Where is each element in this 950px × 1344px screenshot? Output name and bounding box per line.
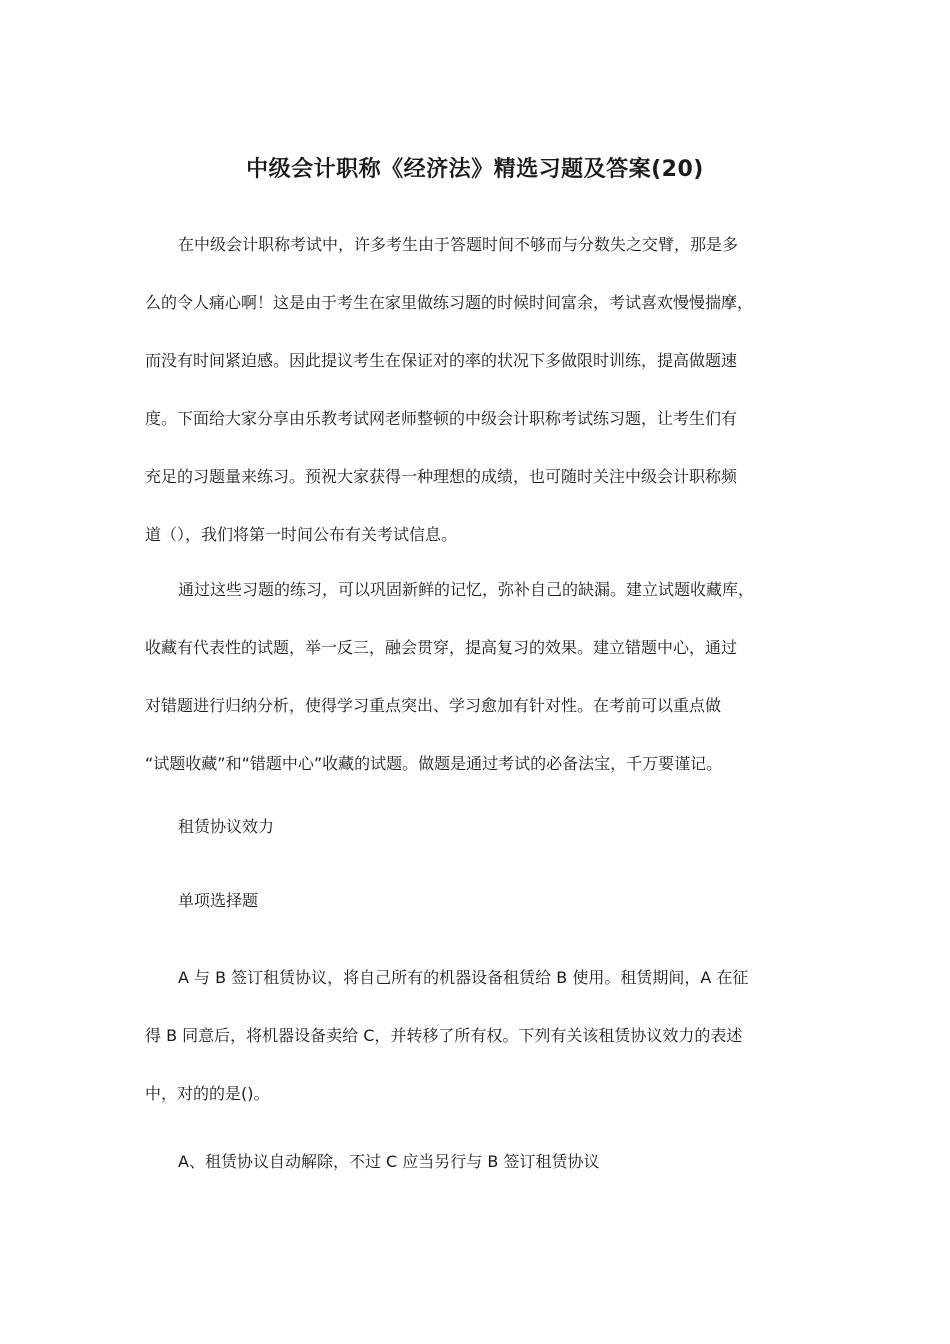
study-line: “试题收藏”和“错题中心”收藏的试题。做题是通过考试的必备法宝，千万要谨记。 [145, 754, 723, 773]
study-paragraph [145, 561, 825, 793]
intro-line: 道（），我们将第一时间公布有关考试信息。 [145, 525, 458, 544]
question-line: A 与 B 签订租赁协议，将自己所有的机器设备租赁给 B 使用。租赁期间，A 在征 [178, 968, 749, 987]
topic-heading [145, 798, 825, 856]
intro-line: 么的令人痛心啊！这是由于考生在家里做练习题的时候时间富余，考试喜欢慢慢揣摩， [145, 293, 754, 312]
question-type-heading [145, 872, 825, 930]
question-line: 中，对的的是()。 [145, 1084, 270, 1103]
intro-line: 而没有时间紧迫感。因此提议考生在保证对的率的状况下多做限时训练，提高做题速 [145, 351, 738, 370]
topic-label: 租赁协议效力 [178, 817, 275, 836]
intro-line: 在中级会计职称考试中，许多考生由于答题时间不够而与分数失之交臂，那是多 [178, 235, 739, 254]
document-title: 中级会计职称《经济法》精选习题及答案(20) [246, 157, 704, 182]
option-a-text: A、租赁协议自动解除，不过 C 应当另行与 B 签订租赁协议 [178, 1152, 600, 1171]
question-type-label: 单项选择题 [178, 891, 259, 910]
study-line: 收藏有代表性的试题，举一反三，融会贯穿，提高复习的效果。建立错题中心，通过 [145, 638, 738, 657]
intro-paragraph [145, 216, 825, 564]
study-line: 对错题进行归纳分析，使得学习重点突出、学习愈加有针对性。在考前可以重点做 [145, 696, 722, 715]
intro-line: 度。下面给大家分享由乐教考试网老师整顿的中级会计职称考试练习题，让考生们有 [145, 409, 738, 428]
intro-line: 充足的习题量来练习。预祝大家获得一种理想的成绩，也可随时关注中级会计职称频 [145, 467, 738, 486]
question-stem [145, 949, 825, 1123]
option-a [145, 1133, 825, 1191]
question-line: 得 B 同意后，将机器设备卖给 C，并转移了所有权。下列有关该租赁协议效力的表述 [145, 1026, 743, 1045]
study-line: 通过这些习题的练习，可以巩固新鲜的记忆，弥补自己的缺漏。建立试题收藏库， [178, 580, 755, 599]
